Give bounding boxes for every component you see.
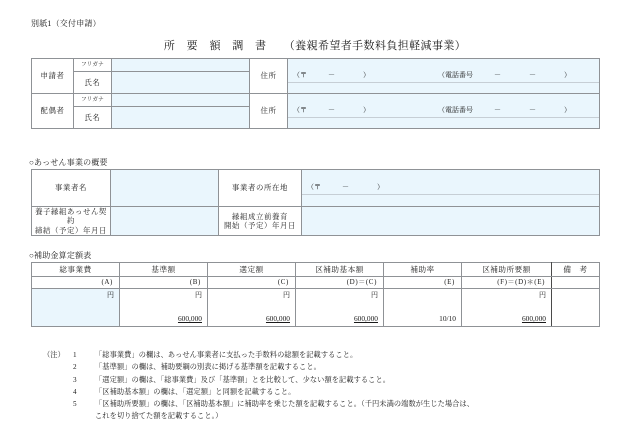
table-row <box>32 289 600 302</box>
col-code-required-subsidy: (F)＝(D)＊(E) <box>462 277 552 289</box>
note-number: 4 <box>73 387 77 396</box>
note-text: 「区補助所要額」の欄は、「区補助基本額」に補助率を乗じた額を記載すること。（千円未満の端数が生じた場合は、 <box>95 400 475 409</box>
unit-subsidy-rate <box>384 289 462 302</box>
col-code-selected-amount: (C) <box>208 277 296 289</box>
value-base-subsidy <box>296 301 384 327</box>
col-header-required-subsidy: 区補助所要額 <box>462 263 552 277</box>
unit-remarks <box>552 289 600 302</box>
table-row <box>32 301 600 327</box>
spouse-address-label: 住所 <box>250 94 288 129</box>
note-number: 3 <box>73 375 77 384</box>
page-title: 所 要 額 調 書 （養親希望者手数料負担軽減事業） <box>163 40 467 52</box>
unit-base-subsidy: 円 <box>296 289 384 302</box>
document-number: 別紙1（交付申請） <box>31 19 101 28</box>
note-item <box>43 361 474 373</box>
agency-location-cell <box>302 170 600 207</box>
applicant-role-label: 申請者 <box>32 59 74 94</box>
spouse-role-label: 配偶者 <box>32 94 74 129</box>
agency-location-label: 事業者の所在地 <box>219 170 302 207</box>
agency-name-label: 事業者名 <box>32 170 111 207</box>
unit-standard-amount: 円 <box>120 289 208 302</box>
spouse-furigana-input[interactable] <box>112 94 250 107</box>
col-code-standard-amount: (B) <box>120 277 208 289</box>
col-header-total-cost: 総事業費 <box>32 263 120 277</box>
notes-block <box>43 349 474 423</box>
applicant-table <box>31 58 600 129</box>
table-header-row <box>32 263 600 277</box>
spouse-name-input[interactable] <box>112 107 250 129</box>
col-code-total-cost: (A) <box>32 277 120 289</box>
note-number: 5 <box>73 400 77 409</box>
calc-section-caption: ○補助金算定額表 <box>29 251 92 260</box>
care-date-label-line2: 開始（予定）年月日 <box>224 220 296 230</box>
note-continuation: これを切り捨てた額を記載すること。） <box>95 412 223 421</box>
applicant-name-label: 氏名 <box>74 72 112 94</box>
value-base-subsidy-text: 600,000 <box>353 313 378 323</box>
applicant-furigana-input[interactable] <box>112 59 250 72</box>
applicant-address-label: 住所 <box>250 59 288 94</box>
table-row <box>32 59 600 72</box>
contract-date-label <box>32 207 111 236</box>
agency-table <box>31 169 600 236</box>
col-header-subsidy-rate: 補助率 <box>384 263 462 277</box>
col-header-remarks: 備 考 <box>552 263 600 277</box>
value-selected-amount <box>208 301 296 327</box>
value-remarks[interactable] <box>552 301 600 327</box>
col-code-subsidy-rate: (E) <box>384 277 462 289</box>
spouse-tel-label: （電話番号 － － ） <box>438 105 571 114</box>
table-header-row <box>32 277 600 289</box>
value-standard-amount <box>120 301 208 327</box>
table-row <box>32 170 600 207</box>
note-text: 「選定額」の欄は、「総事業費」及び「基準額」とを比較して、少ない額を記載すること。 <box>95 375 391 384</box>
note-number: 2 <box>73 363 77 372</box>
note-item <box>43 386 474 398</box>
col-code-remarks <box>552 277 600 289</box>
contract-date-label-line2: 締結（予定）年月日 <box>35 225 107 235</box>
note-item <box>43 349 474 361</box>
agency-name-input[interactable] <box>111 170 219 207</box>
unit-required-subsidy: 円 <box>462 289 552 302</box>
note-item <box>43 398 474 410</box>
care-date-label <box>219 207 302 236</box>
applicant-furigana-label: フリガナ <box>74 59 112 72</box>
table-row <box>32 94 600 107</box>
agency-section-caption: ○あっせん事業の概要 <box>29 158 108 167</box>
care-date-label-line1: 縁組成立前養育 <box>232 211 288 221</box>
note-text: 「基準額」の欄は、補助要綱の別表に掲げる基準額を記載すること。 <box>95 363 321 372</box>
note-number: 1 <box>73 351 77 359</box>
subsidy-table <box>31 262 600 327</box>
notes-mark: （注） <box>43 351 65 359</box>
col-header-base-subsidy: 区補助基本額 <box>296 263 384 277</box>
agency-location-header <box>302 182 599 195</box>
value-total-cost[interactable] <box>32 301 120 327</box>
col-header-standard-amount: 基準額 <box>120 263 208 277</box>
value-required-subsidy <box>462 301 552 327</box>
applicant-address-cell <box>288 59 600 94</box>
contract-date-label-line1: 養子縁組あっせん契約 <box>35 207 107 226</box>
care-date-input[interactable] <box>302 207 600 236</box>
agency-zip-label: （〒 － ） <box>307 182 384 191</box>
note-text: 「総事業費」の欄は、あっせん事業者に支払った手数料の総額を記載すること。 <box>95 351 358 359</box>
unit-selected-amount: 円 <box>208 289 296 302</box>
unit-total-cost: 円 <box>32 289 120 302</box>
table-row <box>32 207 600 236</box>
col-code-base-subsidy: (D)＝(C) <box>296 277 384 289</box>
spouse-address-header <box>288 105 599 118</box>
value-selected-amount-text: 600,000 <box>265 313 290 323</box>
note-item <box>43 374 474 386</box>
applicant-address-header <box>288 70 599 83</box>
spouse-zip-label: （〒 － ） <box>293 105 370 114</box>
spouse-address-cell <box>288 94 600 129</box>
spouse-furigana-label: フリガナ <box>74 94 112 107</box>
contract-date-input[interactable] <box>111 207 219 236</box>
value-standard-amount-text: 600,000 <box>177 313 202 323</box>
col-header-selected-amount: 選定額 <box>208 263 296 277</box>
applicant-zip-label: （〒 － ） <box>293 70 370 79</box>
value-subsidy-rate: 10/10 <box>384 301 462 327</box>
value-required-subsidy-text: 600,000 <box>521 313 546 323</box>
applicant-name-input[interactable] <box>112 72 250 94</box>
applicant-tel-label: （電話番号 － － ） <box>438 70 571 79</box>
spouse-name-label: 氏名 <box>74 107 112 129</box>
note-text: 「区補助基本額」の欄は、「選定額」と同額を記載すること。 <box>95 387 296 396</box>
